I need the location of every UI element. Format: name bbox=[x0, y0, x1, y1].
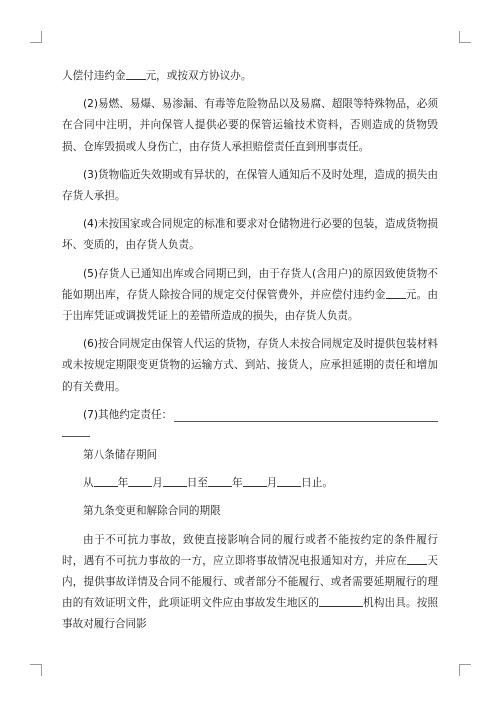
text-fragment: 月 bbox=[266, 477, 278, 490]
blank-field bbox=[208, 474, 232, 487]
crop-mark-top-right bbox=[459, 31, 471, 43]
text-fragment: 年 bbox=[117, 477, 129, 490]
article-9-body bbox=[62, 530, 438, 636]
blank-field bbox=[386, 286, 406, 299]
text-fragment: 年 bbox=[231, 477, 243, 490]
text-fragment: 元。由于出库凭证或调拨凭证上的差错所造成的损失，由存货人负责。 bbox=[62, 288, 439, 323]
document-body bbox=[62, 66, 438, 636]
paragraph-continued bbox=[62, 66, 438, 87]
crop-mark-bottom-right bbox=[459, 664, 471, 676]
text-fragment: 元，或按双方协议办。 bbox=[145, 70, 252, 82]
fill-line bbox=[174, 407, 438, 422]
text-fragment: 从 bbox=[83, 477, 94, 490]
blank-field bbox=[163, 474, 187, 487]
clause-5 bbox=[62, 264, 438, 328]
text-fragment: (5)存货人已通知出库或合同期已到，由于存货人(含用户)的原因致使货物不能如期出库，存货人除按合同的规定交付保管费外，并应偿付违约金 bbox=[62, 267, 438, 301]
text-fragment: 天内，提供事故详情及合同不能履行、或者部分不能履行、或者需要延期履行的理由的有效证明文件，此项证明文件应由事故发生地区的 bbox=[62, 554, 439, 610]
text-fragment: 日止。 bbox=[301, 477, 333, 490]
text-fragment: 人偿付违约金 bbox=[62, 70, 126, 82]
clause-3: (3)货物临近失效期或有异状的，在保管人通知后不及时处理，造成的损失由存货人承担。 bbox=[62, 168, 438, 203]
text-fragment: 机构出具。按照事故对履行合同影 bbox=[62, 597, 438, 631]
fill-line-continuation bbox=[62, 436, 90, 437]
clause-7-label: (7)其他约定责任： bbox=[83, 408, 173, 421]
blank-field bbox=[277, 474, 301, 487]
clause-6: (6)按合同规定由保管人代运的货物，存货人未按合同规定及时提供包装材料或未按规定期限变更货物的运输方式、到站、接货人，应承担延期的责任和增加的有关费用。 bbox=[62, 338, 438, 393]
text-fragment: 月 bbox=[152, 477, 163, 490]
blank-field bbox=[128, 474, 152, 487]
crop-mark-bottom-left bbox=[30, 664, 42, 676]
article-8-title: 第八条储存期间 bbox=[83, 449, 158, 462]
blank-field bbox=[407, 552, 427, 565]
blank-field bbox=[319, 594, 363, 607]
clause-7 bbox=[62, 405, 438, 426]
text-fragment: 由于不可抗力事故，致使直接影响合同的履行或者不能按约定的条件履行时，遇有不可抗力事故的一方，应立即将事故情况电报通知对方，并应在 bbox=[62, 533, 438, 567]
blank-field bbox=[243, 474, 267, 487]
blank-field bbox=[94, 474, 118, 487]
article-8-period bbox=[62, 473, 438, 494]
blank-field bbox=[126, 67, 146, 80]
clause-2: (2)易燃、易爆、易渗漏、有毒等危险物品以及易腐、超限等特殊物品，必须在合同中注明，并向保管人提供必要的保管运输技术资料，否则造成的货物毁损、仓库毁损或人身伤亡，由存货人承担赔偿责任直到刑事责任。 bbox=[62, 98, 438, 153]
article-9-title: 第九条变更和解除合同的期限 bbox=[83, 505, 221, 518]
crop-mark-top-left bbox=[30, 31, 42, 43]
clause-4: (4)未按国家或合同规定的标准和要求对仓储物进行必要的包装，造成货物损坏、变质的，由存货人负责。 bbox=[62, 218, 438, 252]
text-fragment: 日至 bbox=[186, 477, 208, 490]
